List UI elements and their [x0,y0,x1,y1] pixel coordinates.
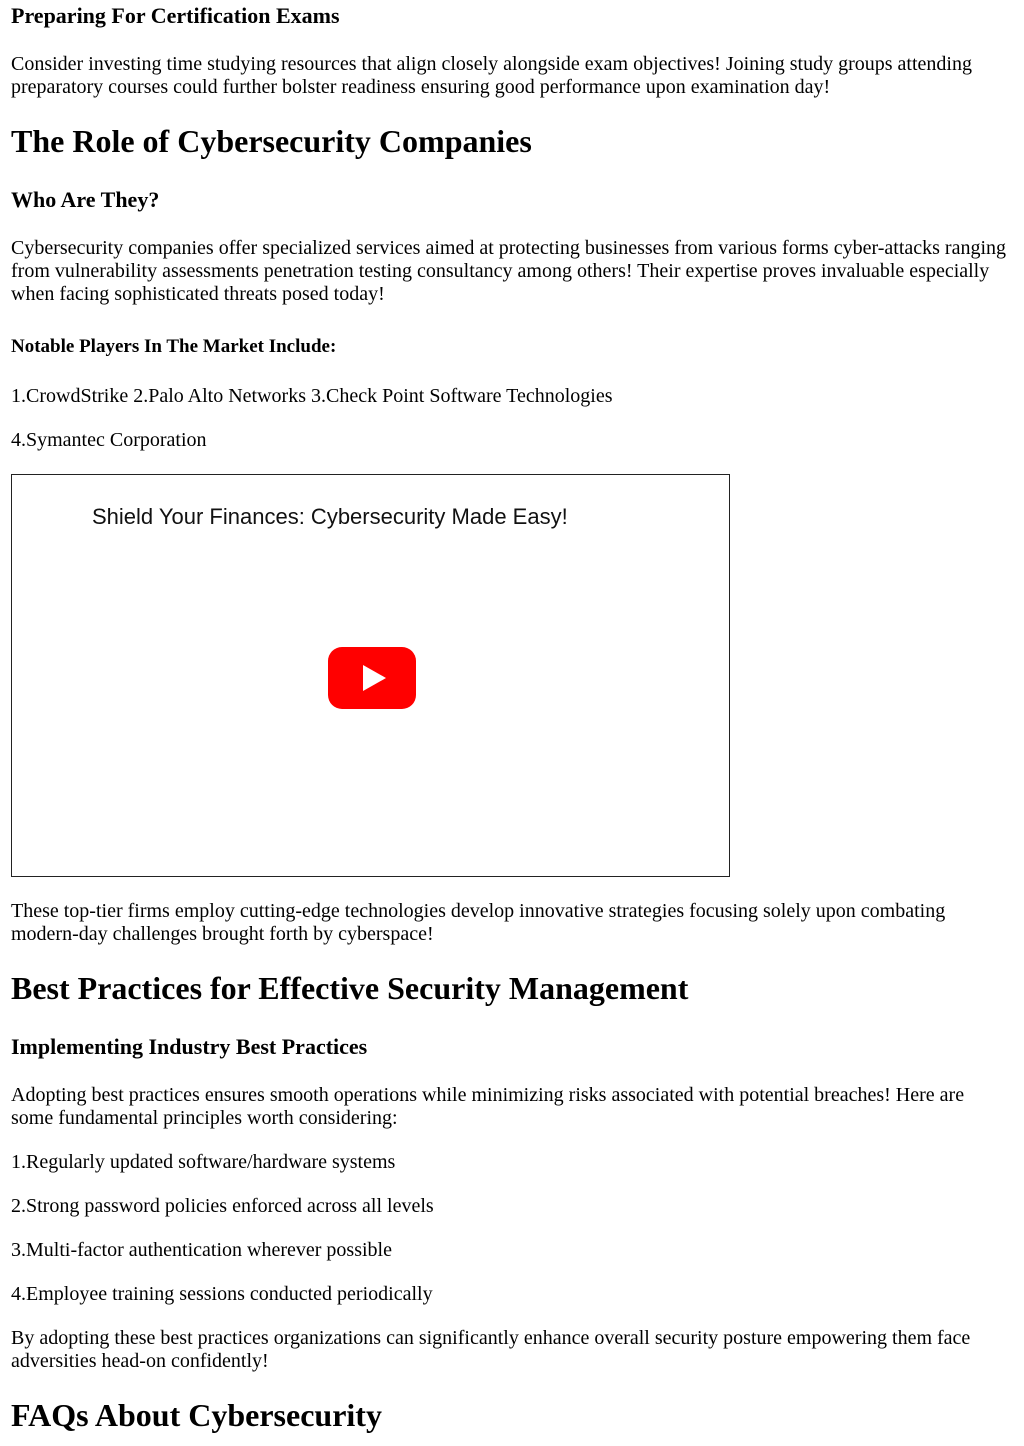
cert-heading: Preparing For Certification Exams [11,3,340,28]
practice-item: 1.Regularly updated software/hardware systems [11,1151,396,1173]
implementing-heading: Implementing Industry Best Practices [11,1034,368,1059]
best-practices-heading: Best Practices for Effective Security Management [11,970,689,1006]
role-heading: The Role of Cybersecurity Companies [11,123,532,159]
players-heading: Notable Players In The Market Include: [11,336,337,357]
practice-item: 2.Strong password policies enforced across all levels [11,1195,434,1217]
practice-item: 4.Employee training sessions conducted periodically [11,1283,433,1305]
youtube-play-icon[interactable] [328,647,416,709]
practice-item: 3.Multi-factor authentication wherever possible [11,1239,392,1261]
players-line-2: 4.Symantec Corporation [11,429,207,451]
players-line-1: 1.CrowdStrike 2.Palo Alto Networks 3.Check Point Software Technologies [11,385,613,407]
implementing-paragraph: Adopting best practices ensures smooth operations while minimizing risks associated with potential breaches! Here are some fundamental principles worth considering: [11,1084,965,1129]
cert-paragraph: Consider investing time studying resources that align closely alongside exam objectives! Joining study groups attending preparatory courses could further bolster readiness ensuring good performance upon examination day! [11,53,972,98]
video-embed[interactable] [11,474,730,877]
firms-paragraph: These top-tier firms employ cutting-edge technologies develop innovative strategies focusing solely upon combating modern-day challenges brought forth by cyberspace! [11,900,946,945]
conclusion-paragraph: By adopting these best practices organizations can significantly enhance overall security posture empowering them face adversities head-on confidently! [11,1327,971,1372]
faq-heading: FAQs About Cybersecurity [11,1397,382,1433]
video-title[interactable]: Shield Your Finances: Cybersecurity Made Easy! [92,504,568,529]
who-paragraph: Cybersecurity companies offer specialized services aimed at protecting businesses from various forms cyber-attacks ranging from vulnerability assessments penetration testing consultancy among others! Their expertise proves invaluable especially when facing sophisticated threats posed today! [11,237,1006,305]
who-heading: Who Are They? [11,187,160,212]
